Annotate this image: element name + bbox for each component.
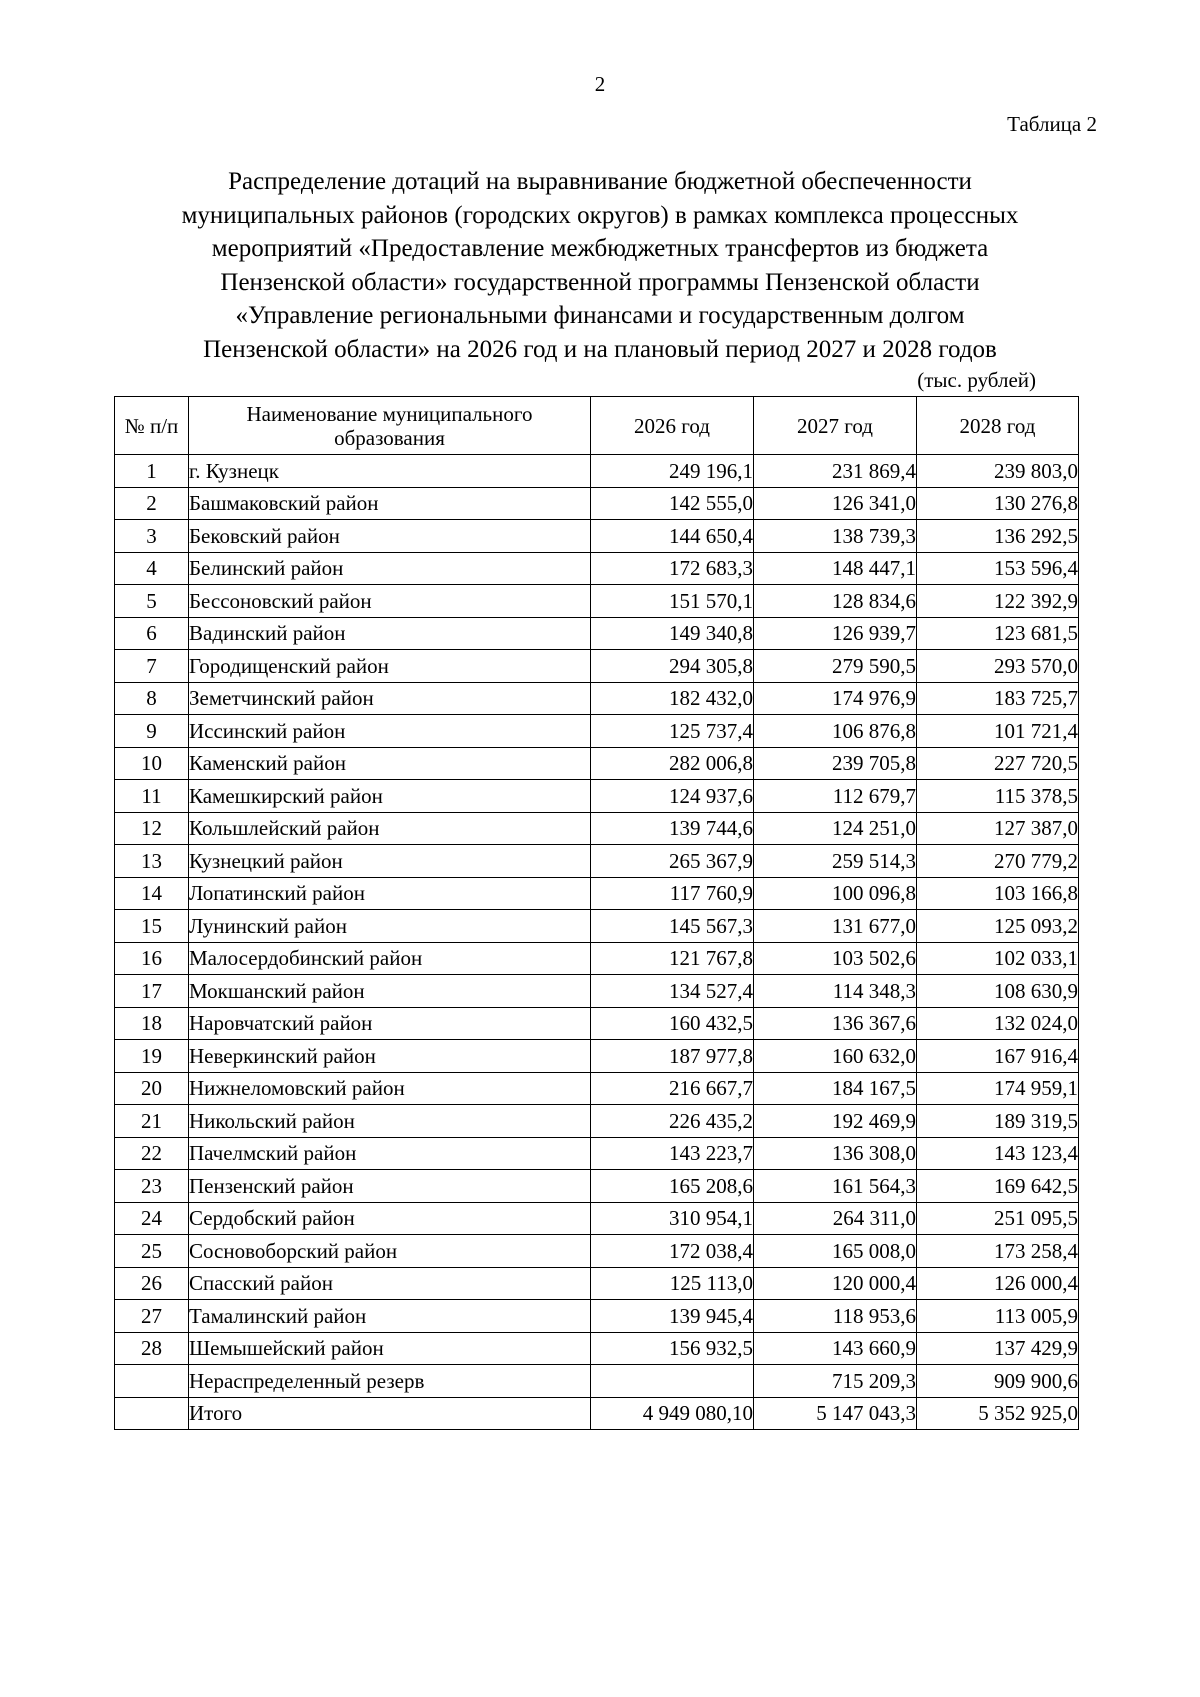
- cell-num: 23: [115, 1170, 189, 1203]
- cell-name: Тамалинский район: [189, 1300, 591, 1333]
- table-row: [115, 812, 1079, 845]
- cell-num: [115, 1365, 189, 1398]
- cell-2026: 156 932,5: [591, 1332, 754, 1365]
- cell-num: 10: [115, 747, 189, 780]
- table-row: [115, 1040, 1079, 1073]
- cell-2027: 165 008,0: [754, 1235, 917, 1268]
- table-header-row: [115, 397, 1079, 455]
- cell-2027: 106 876,8: [754, 715, 917, 748]
- cell-2026: 172 038,4: [591, 1235, 754, 1268]
- cell-num: 7: [115, 650, 189, 683]
- cell-2026: 182 432,0: [591, 682, 754, 715]
- document-title: [110, 165, 1090, 366]
- cell-name: Лопатинский район: [189, 877, 591, 910]
- table-row: [115, 910, 1079, 943]
- cell-2026: 125 113,0: [591, 1267, 754, 1300]
- cell-2026: 149 340,8: [591, 617, 754, 650]
- cell-name: Пачелмский район: [189, 1137, 591, 1170]
- table-row: [115, 1365, 1079, 1398]
- title-line: Распределение дотаций на выравнивание бюджетной обеспеченности: [228, 168, 972, 195]
- cell-2026: 144 650,4: [591, 520, 754, 553]
- cell-2028: 167 916,4: [917, 1040, 1079, 1073]
- table-row: [115, 747, 1079, 780]
- cell-name: Городищенский район: [189, 650, 591, 683]
- cell-2026: 142 555,0: [591, 487, 754, 520]
- cell-name: Каменский район: [189, 747, 591, 780]
- table-row: [115, 1332, 1079, 1365]
- cell-num: 17: [115, 975, 189, 1008]
- cell-name: Белинский район: [189, 552, 591, 585]
- cell-2026: 145 567,3: [591, 910, 754, 943]
- cell-2026: 187 977,8: [591, 1040, 754, 1073]
- cell-2028: 102 033,1: [917, 942, 1079, 975]
- cell-name: Лунинский район: [189, 910, 591, 943]
- cell-num: 8: [115, 682, 189, 715]
- table-row: [115, 975, 1079, 1008]
- cell-num: 26: [115, 1267, 189, 1300]
- title-line: муниципальных районов (городских округов) в рамках комплекса процессных: [181, 201, 1019, 229]
- cell-2026: 282 006,8: [591, 747, 754, 780]
- cell-name: Малосердобинский район: [189, 942, 591, 975]
- table-row: [115, 520, 1079, 553]
- cell-2027: 100 096,8: [754, 877, 917, 910]
- cell-2026: 160 432,5: [591, 1007, 754, 1040]
- cell-2026: 165 208,6: [591, 1170, 754, 1203]
- cell-2026: 151 570,1: [591, 585, 754, 618]
- cell-2027: 5 147 043,3: [754, 1397, 917, 1430]
- cell-num: 13: [115, 845, 189, 878]
- table-row: [115, 1202, 1079, 1235]
- cell-name: Итого: [189, 1397, 591, 1430]
- cell-num: 18: [115, 1007, 189, 1040]
- table-row: [115, 780, 1079, 813]
- cell-2027: 160 632,0: [754, 1040, 917, 1073]
- title-line: Пензенской области» государственной программы Пензенской области: [220, 268, 980, 296]
- cell-num: 21: [115, 1105, 189, 1138]
- cell-num: 14: [115, 877, 189, 910]
- cell-num: 9: [115, 715, 189, 748]
- cell-2027: 136 308,0: [754, 1137, 917, 1170]
- cell-2028: 101 721,4: [917, 715, 1079, 748]
- cell-num: 2: [115, 487, 189, 520]
- cell-num: 22: [115, 1137, 189, 1170]
- table-row: [115, 942, 1079, 975]
- title-line: Пензенской области» на 2026 год и на плановый период 2027 и 2028 годов: [203, 335, 997, 363]
- cell-2026: [591, 1365, 754, 1398]
- cell-name: Наровчатский район: [189, 1007, 591, 1040]
- cell-2027: 231 869,4: [754, 455, 917, 488]
- cell-2028: 103 166,8: [917, 877, 1079, 910]
- cell-num: 24: [115, 1202, 189, 1235]
- table-row: [115, 1300, 1079, 1333]
- cell-num: 11: [115, 780, 189, 813]
- cell-num: [115, 1397, 189, 1430]
- cell-2028: 136 292,5: [917, 520, 1079, 553]
- table-row: [115, 585, 1079, 618]
- cell-2028: 137 429,9: [917, 1332, 1079, 1365]
- cell-2028: 173 258,4: [917, 1235, 1079, 1268]
- cell-name: Кузнецкий район: [189, 845, 591, 878]
- cell-name: Иссинский район: [189, 715, 591, 748]
- cell-name: Бессоновский район: [189, 585, 591, 618]
- cell-2028: 143 123,4: [917, 1137, 1079, 1170]
- cell-2026: 124 937,6: [591, 780, 754, 813]
- header-name: Наименование муниципального образования: [189, 397, 591, 455]
- cell-2026: 139 945,4: [591, 1300, 754, 1333]
- cell-2028: 293 570,0: [917, 650, 1079, 683]
- cell-num: 28: [115, 1332, 189, 1365]
- cell-2026: 121 767,8: [591, 942, 754, 975]
- table-row: [115, 455, 1079, 488]
- cell-2026: 117 760,9: [591, 877, 754, 910]
- cell-num: 12: [115, 812, 189, 845]
- cell-2028: 130 276,8: [917, 487, 1079, 520]
- title-line: мероприятий «Предоставление межбюджетных трансфертов из бюджета: [211, 235, 989, 262]
- subsidy-distribution-table: [114, 396, 1079, 1430]
- cell-2026: 143 223,7: [591, 1137, 754, 1170]
- cell-2028: 132 024,0: [917, 1007, 1079, 1040]
- cell-2027: 174 976,9: [754, 682, 917, 715]
- cell-2027: 279 590,5: [754, 650, 917, 683]
- cell-2027: 126 939,7: [754, 617, 917, 650]
- table-row: [115, 650, 1079, 683]
- cell-2027: 264 311,0: [754, 1202, 917, 1235]
- table-row: [115, 487, 1079, 520]
- cell-2026: 139 744,6: [591, 812, 754, 845]
- header-2027: 2027 год: [754, 397, 917, 455]
- table-row: [115, 1105, 1079, 1138]
- cell-name: Спасский район: [189, 1267, 591, 1300]
- cell-2028: 108 630,9: [917, 975, 1079, 1008]
- cell-2026: 172 683,3: [591, 552, 754, 585]
- page-number: 2: [594, 72, 606, 96]
- header-num: № п/п: [115, 397, 189, 455]
- cell-2026: 125 737,4: [591, 715, 754, 748]
- cell-name: Шемышейский район: [189, 1332, 591, 1365]
- table-row: [115, 715, 1079, 748]
- cell-2026: 134 527,4: [591, 975, 754, 1008]
- cell-2026: 4 949 080,10: [591, 1397, 754, 1430]
- cell-name: Мокшанский район: [189, 975, 591, 1008]
- cell-name: Кольшлейский район: [189, 812, 591, 845]
- cell-2028: 169 642,5: [917, 1170, 1079, 1203]
- header-2028: 2028 год: [917, 397, 1079, 455]
- cell-2028: 126 000,4: [917, 1267, 1079, 1300]
- cell-name: Земетчинский район: [189, 682, 591, 715]
- cell-2028: 909 900,6: [917, 1365, 1079, 1398]
- cell-2027: 239 705,8: [754, 747, 917, 780]
- cell-2027: 120 000,4: [754, 1267, 917, 1300]
- cell-name: Нераспределенный резерв: [189, 1365, 591, 1398]
- table-row: [115, 552, 1079, 585]
- cell-2027: 114 348,3: [754, 975, 917, 1008]
- table-row: [115, 1235, 1079, 1268]
- cell-2028: 183 725,7: [917, 682, 1079, 715]
- cell-2028: 122 392,9: [917, 585, 1079, 618]
- cell-2027: 103 502,6: [754, 942, 917, 975]
- cell-num: 20: [115, 1072, 189, 1105]
- cell-2028: 239 803,0: [917, 455, 1079, 488]
- cell-2028: 127 387,0: [917, 812, 1079, 845]
- cell-num: 16: [115, 942, 189, 975]
- cell-2027: 715 209,3: [754, 1365, 917, 1398]
- header-2026: 2026 год: [591, 397, 754, 455]
- cell-2026: 249 196,1: [591, 455, 754, 488]
- cell-name: Нижнеломовский район: [189, 1072, 591, 1105]
- cell-2028: 115 378,5: [917, 780, 1079, 813]
- cell-num: 25: [115, 1235, 189, 1268]
- cell-name: Вадинский район: [189, 617, 591, 650]
- cell-2028: 227 720,5: [917, 747, 1079, 780]
- cell-2027: 118 953,6: [754, 1300, 917, 1333]
- cell-2028: 270 779,2: [917, 845, 1079, 878]
- cell-2027: 148 447,1: [754, 552, 917, 585]
- cell-2028: 153 596,4: [917, 552, 1079, 585]
- table-row: [115, 1137, 1079, 1170]
- cell-2027: 131 677,0: [754, 910, 917, 943]
- cell-2028: 189 319,5: [917, 1105, 1079, 1138]
- table-row: [115, 1170, 1079, 1203]
- cell-2026: 216 667,7: [591, 1072, 754, 1105]
- cell-name: Камешкирский район: [189, 780, 591, 813]
- cell-2027: 136 367,6: [754, 1007, 917, 1040]
- cell-name: Пензенский район: [189, 1170, 591, 1203]
- cell-name: Сосновоборский район: [189, 1235, 591, 1268]
- cell-num: 5: [115, 585, 189, 618]
- table-row: [115, 1007, 1079, 1040]
- cell-2028: 123 681,5: [917, 617, 1079, 650]
- table-row: [115, 617, 1079, 650]
- cell-num: 27: [115, 1300, 189, 1333]
- cell-num: 3: [115, 520, 189, 553]
- cell-num: 4: [115, 552, 189, 585]
- cell-name: Бековский район: [189, 520, 591, 553]
- cell-num: 19: [115, 1040, 189, 1073]
- cell-name: Башмаковский район: [189, 487, 591, 520]
- cell-num: 1: [115, 455, 189, 488]
- cell-2028: 125 093,2: [917, 910, 1079, 943]
- table-row: [115, 682, 1079, 715]
- cell-2027: 128 834,6: [754, 585, 917, 618]
- table-label: Таблица 2: [1007, 112, 1097, 136]
- cell-2027: 161 564,3: [754, 1170, 917, 1203]
- cell-name: Неверкинский район: [189, 1040, 591, 1073]
- cell-num: 6: [115, 617, 189, 650]
- cell-num: 15: [115, 910, 189, 943]
- cell-name: Сердобский район: [189, 1202, 591, 1235]
- table-row: [115, 1072, 1079, 1105]
- cell-2027: 143 660,9: [754, 1332, 917, 1365]
- cell-2026: 226 435,2: [591, 1105, 754, 1138]
- title-line: «Управление региональными финансами и государственным долгом: [235, 302, 965, 329]
- table-row: [115, 877, 1079, 910]
- table-row: [115, 1267, 1079, 1300]
- cell-2027: 138 739,3: [754, 520, 917, 553]
- table-row: [115, 845, 1079, 878]
- cell-2027: 112 679,7: [754, 780, 917, 813]
- cell-name: Никольский район: [189, 1105, 591, 1138]
- table-row: [115, 1397, 1079, 1430]
- cell-2026: 265 367,9: [591, 845, 754, 878]
- cell-2026: 310 954,1: [591, 1202, 754, 1235]
- cell-2028: 5 352 925,0: [917, 1397, 1079, 1430]
- units-label: (тыс. рублей): [917, 368, 1036, 392]
- cell-2026: 294 305,8: [591, 650, 754, 683]
- cell-2027: 184 167,5: [754, 1072, 917, 1105]
- cell-2027: 124 251,0: [754, 812, 917, 845]
- cell-2027: 192 469,9: [754, 1105, 917, 1138]
- cell-2027: 259 514,3: [754, 845, 917, 878]
- cell-2027: 126 341,0: [754, 487, 917, 520]
- cell-name: г. Кузнецк: [189, 455, 591, 488]
- cell-2028: 174 959,1: [917, 1072, 1079, 1105]
- cell-2028: 251 095,5: [917, 1202, 1079, 1235]
- cell-2028: 113 005,9: [917, 1300, 1079, 1333]
